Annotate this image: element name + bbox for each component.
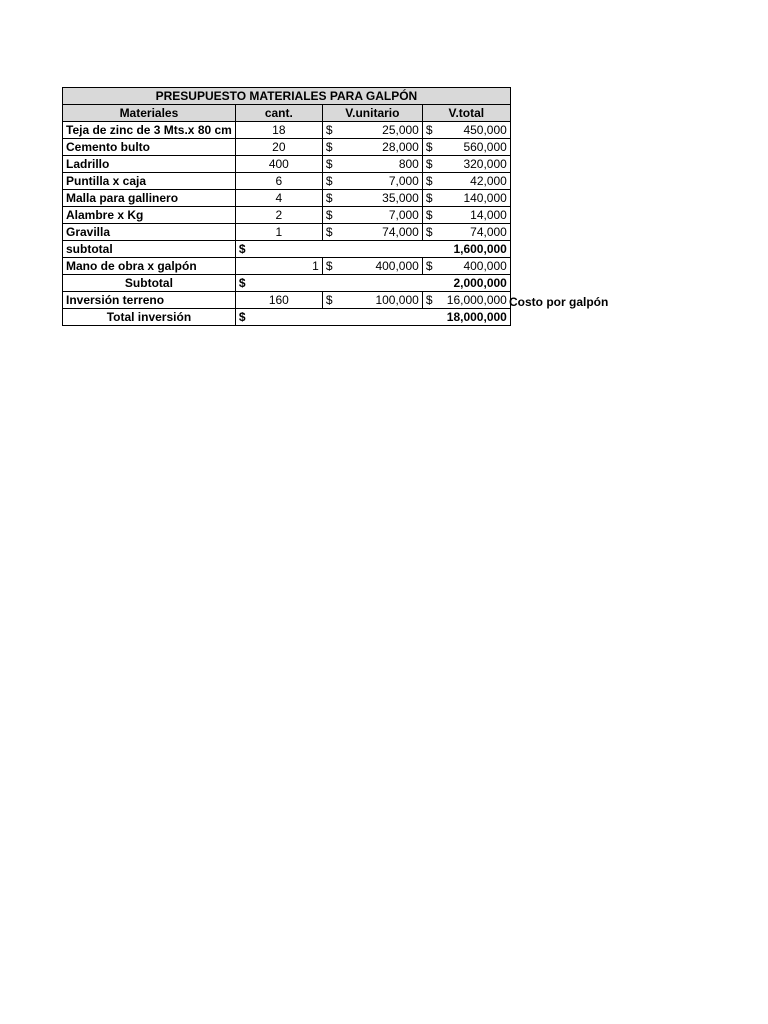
currency-symbol: $ [238,310,246,324]
total-cell[interactable] [422,139,510,156]
table-row [63,173,511,190]
currency-symbol: $ [325,225,333,239]
qty-cell[interactable]: 2 [235,207,322,224]
material-cell[interactable]: Puntilla x caja [63,173,236,190]
grand-total-value-cell[interactable] [235,309,510,326]
currency-symbol: $ [325,174,333,188]
labor-label[interactable]: Mano de obra x galpón [63,258,236,275]
total-cell[interactable] [422,207,510,224]
header-materiales[interactable]: Materiales [63,105,236,122]
labor-total-cell[interactable] [422,258,510,275]
unit-price-cell[interactable] [322,156,422,173]
unit-price-value: 25,000 [382,123,419,137]
currency-symbol: $ [325,259,333,273]
labor-row [63,258,511,275]
land-qty[interactable]: 160 [235,292,322,309]
currency-symbol: $ [425,191,433,205]
table-row [63,156,511,173]
unit-price-value: 800 [398,157,419,171]
subtotal-per-shed-value-cell[interactable] [235,275,510,292]
qty-cell[interactable]: 4 [235,190,322,207]
cost-per-shed-note[interactable]: Costo por galpón [509,295,609,309]
labor-qty[interactable]: 1 [235,258,322,275]
total-value: 14,000 [470,208,507,222]
material-cell[interactable]: Ladrillo [63,156,236,173]
subtotal-row [63,241,511,258]
qty-cell[interactable]: 20 [235,139,322,156]
material-cell[interactable]: Teja de zinc de 3 Mts.x 80 cm [63,122,236,139]
unit-price-value: 7,000 [388,208,419,222]
labor-unit-cell[interactable] [322,258,422,275]
currency-symbol: $ [425,208,433,222]
currency-symbol: $ [425,225,433,239]
currency-symbol: $ [425,123,433,137]
labor-total-value: 400,000 [463,259,507,273]
grand-total-label[interactable]: Total inversión [63,309,236,326]
land-label[interactable]: Inversión terreno [63,292,236,309]
currency-symbol: $ [325,157,333,171]
currency-symbol: $ [325,293,333,307]
table-row [63,122,511,139]
unit-price-cell[interactable] [322,190,422,207]
table-row [63,207,511,224]
currency-symbol: $ [425,293,433,307]
unit-price-cell[interactable] [322,139,422,156]
table-row [63,224,511,241]
currency-symbol: $ [425,259,433,273]
unit-price-cell[interactable] [322,173,422,190]
total-value: 140,000 [463,191,507,205]
total-value: 320,000 [463,157,507,171]
land-total-value: 16,000,000 [446,293,507,307]
land-total-cell[interactable] [422,292,510,309]
unit-price-cell[interactable] [322,224,422,241]
currency-symbol: $ [325,191,333,205]
currency-symbol: $ [325,140,333,154]
subtotal-value-cell[interactable] [235,241,510,258]
total-cell[interactable] [422,173,510,190]
total-cell[interactable] [422,156,510,173]
total-value: 560,000 [463,140,507,154]
grand-total-row [63,309,511,326]
subtotal-value: 1,600,000 [453,242,507,256]
total-cell[interactable] [422,190,510,207]
currency-symbol: $ [425,157,433,171]
subtotal-label[interactable]: subtotal [63,241,236,258]
total-value: 74,000 [470,225,507,239]
material-cell[interactable]: Gravilla [63,224,236,241]
subtotal-per-shed-row [63,275,511,292]
unit-price-cell[interactable] [322,207,422,224]
title-row [63,88,511,105]
qty-cell[interactable]: 400 [235,156,322,173]
currency-symbol: $ [238,242,246,256]
total-cell[interactable] [422,122,510,139]
subtotal-per-shed-value: 2,000,000 [453,276,507,290]
material-cell[interactable]: Cemento bulto [63,139,236,156]
qty-cell[interactable]: 6 [235,173,322,190]
material-cell[interactable]: Alambre x Kg [63,207,236,224]
unit-price-value: 7,000 [388,174,419,188]
table-row [63,139,511,156]
unit-price-value: 74,000 [382,225,419,239]
unit-price-value: 28,000 [382,140,419,154]
land-unit-value: 100,000 [375,293,419,307]
material-cell[interactable]: Malla para gallinero [63,190,236,207]
total-value: 450,000 [463,123,507,137]
currency-symbol: $ [425,140,433,154]
header-v-unitario[interactable]: V.unitario [322,105,422,122]
table-row [63,190,511,207]
header-cant[interactable]: cant. [235,105,322,122]
labor-unit-value: 400,000 [375,259,419,273]
currency-symbol: $ [325,123,333,137]
grand-total-value: 18,000,000 [446,310,507,324]
qty-cell[interactable]: 18 [235,122,322,139]
total-value: 42,000 [470,174,507,188]
land-unit-cell[interactable] [322,292,422,309]
header-v-total[interactable]: V.total [422,105,510,122]
qty-cell[interactable]: 1 [235,224,322,241]
currency-symbol: $ [238,276,246,290]
total-cell[interactable] [422,224,510,241]
unit-price-cell[interactable] [322,122,422,139]
subtotal-per-shed-label[interactable]: Subtotal [63,275,236,292]
currency-symbol: $ [325,208,333,222]
currency-symbol: $ [425,174,433,188]
table-title[interactable]: PRESUPUESTO MATERIALES PARA GALPÓN [63,88,511,105]
budget-table [62,87,511,326]
unit-price-value: 35,000 [382,191,419,205]
header-row [63,105,511,122]
land-row [63,292,511,309]
